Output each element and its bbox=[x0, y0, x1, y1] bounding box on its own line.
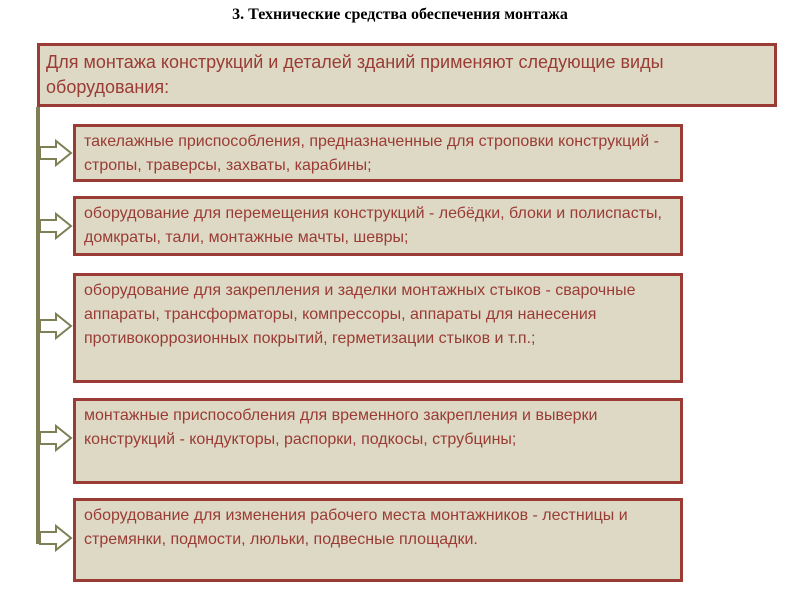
arrow-icon-1 bbox=[40, 141, 71, 165]
equipment-item-moving: оборудование для перемещения конструкций - лебёдки, блоки и полиспасты, домкраты, тали, монтажные мачты, шевры; bbox=[73, 196, 683, 256]
arrow-icon-2 bbox=[40, 214, 71, 238]
equipment-item-joints: оборудование для закрепления и заделки монтажных стыков - сварочные аппараты, трансформаторы, компрессоры, аппараты для нанесения противокоррозионных покрытий, герметизации стыков и т.п.; bbox=[73, 273, 683, 383]
equipment-item-fixing: монтажные приспособления для временного закрепления и выверки конструкций - кондукторы, распорки, подкосы, струбцины; bbox=[73, 398, 683, 484]
arrow-icon-3 bbox=[40, 314, 71, 338]
arrow-icon-4 bbox=[40, 426, 71, 450]
intro-box: Для монтажа конструкций и деталей зданий применяют следующие виды оборудования: bbox=[37, 43, 777, 107]
equipment-item-workplace: оборудование для изменения рабочего места монтажников - лестницы и стремянки, подмости, люльки, подвесные площадки. bbox=[73, 498, 683, 582]
page-title: 3. Технические средства обеспечения монтажа bbox=[232, 6, 568, 23]
equipment-item-rigging: такелажные приспособления, предназначенные для строповки конструкций - стропы, траверсы, захваты, карабины; bbox=[73, 124, 683, 182]
arrow-icon-5 bbox=[40, 526, 71, 550]
